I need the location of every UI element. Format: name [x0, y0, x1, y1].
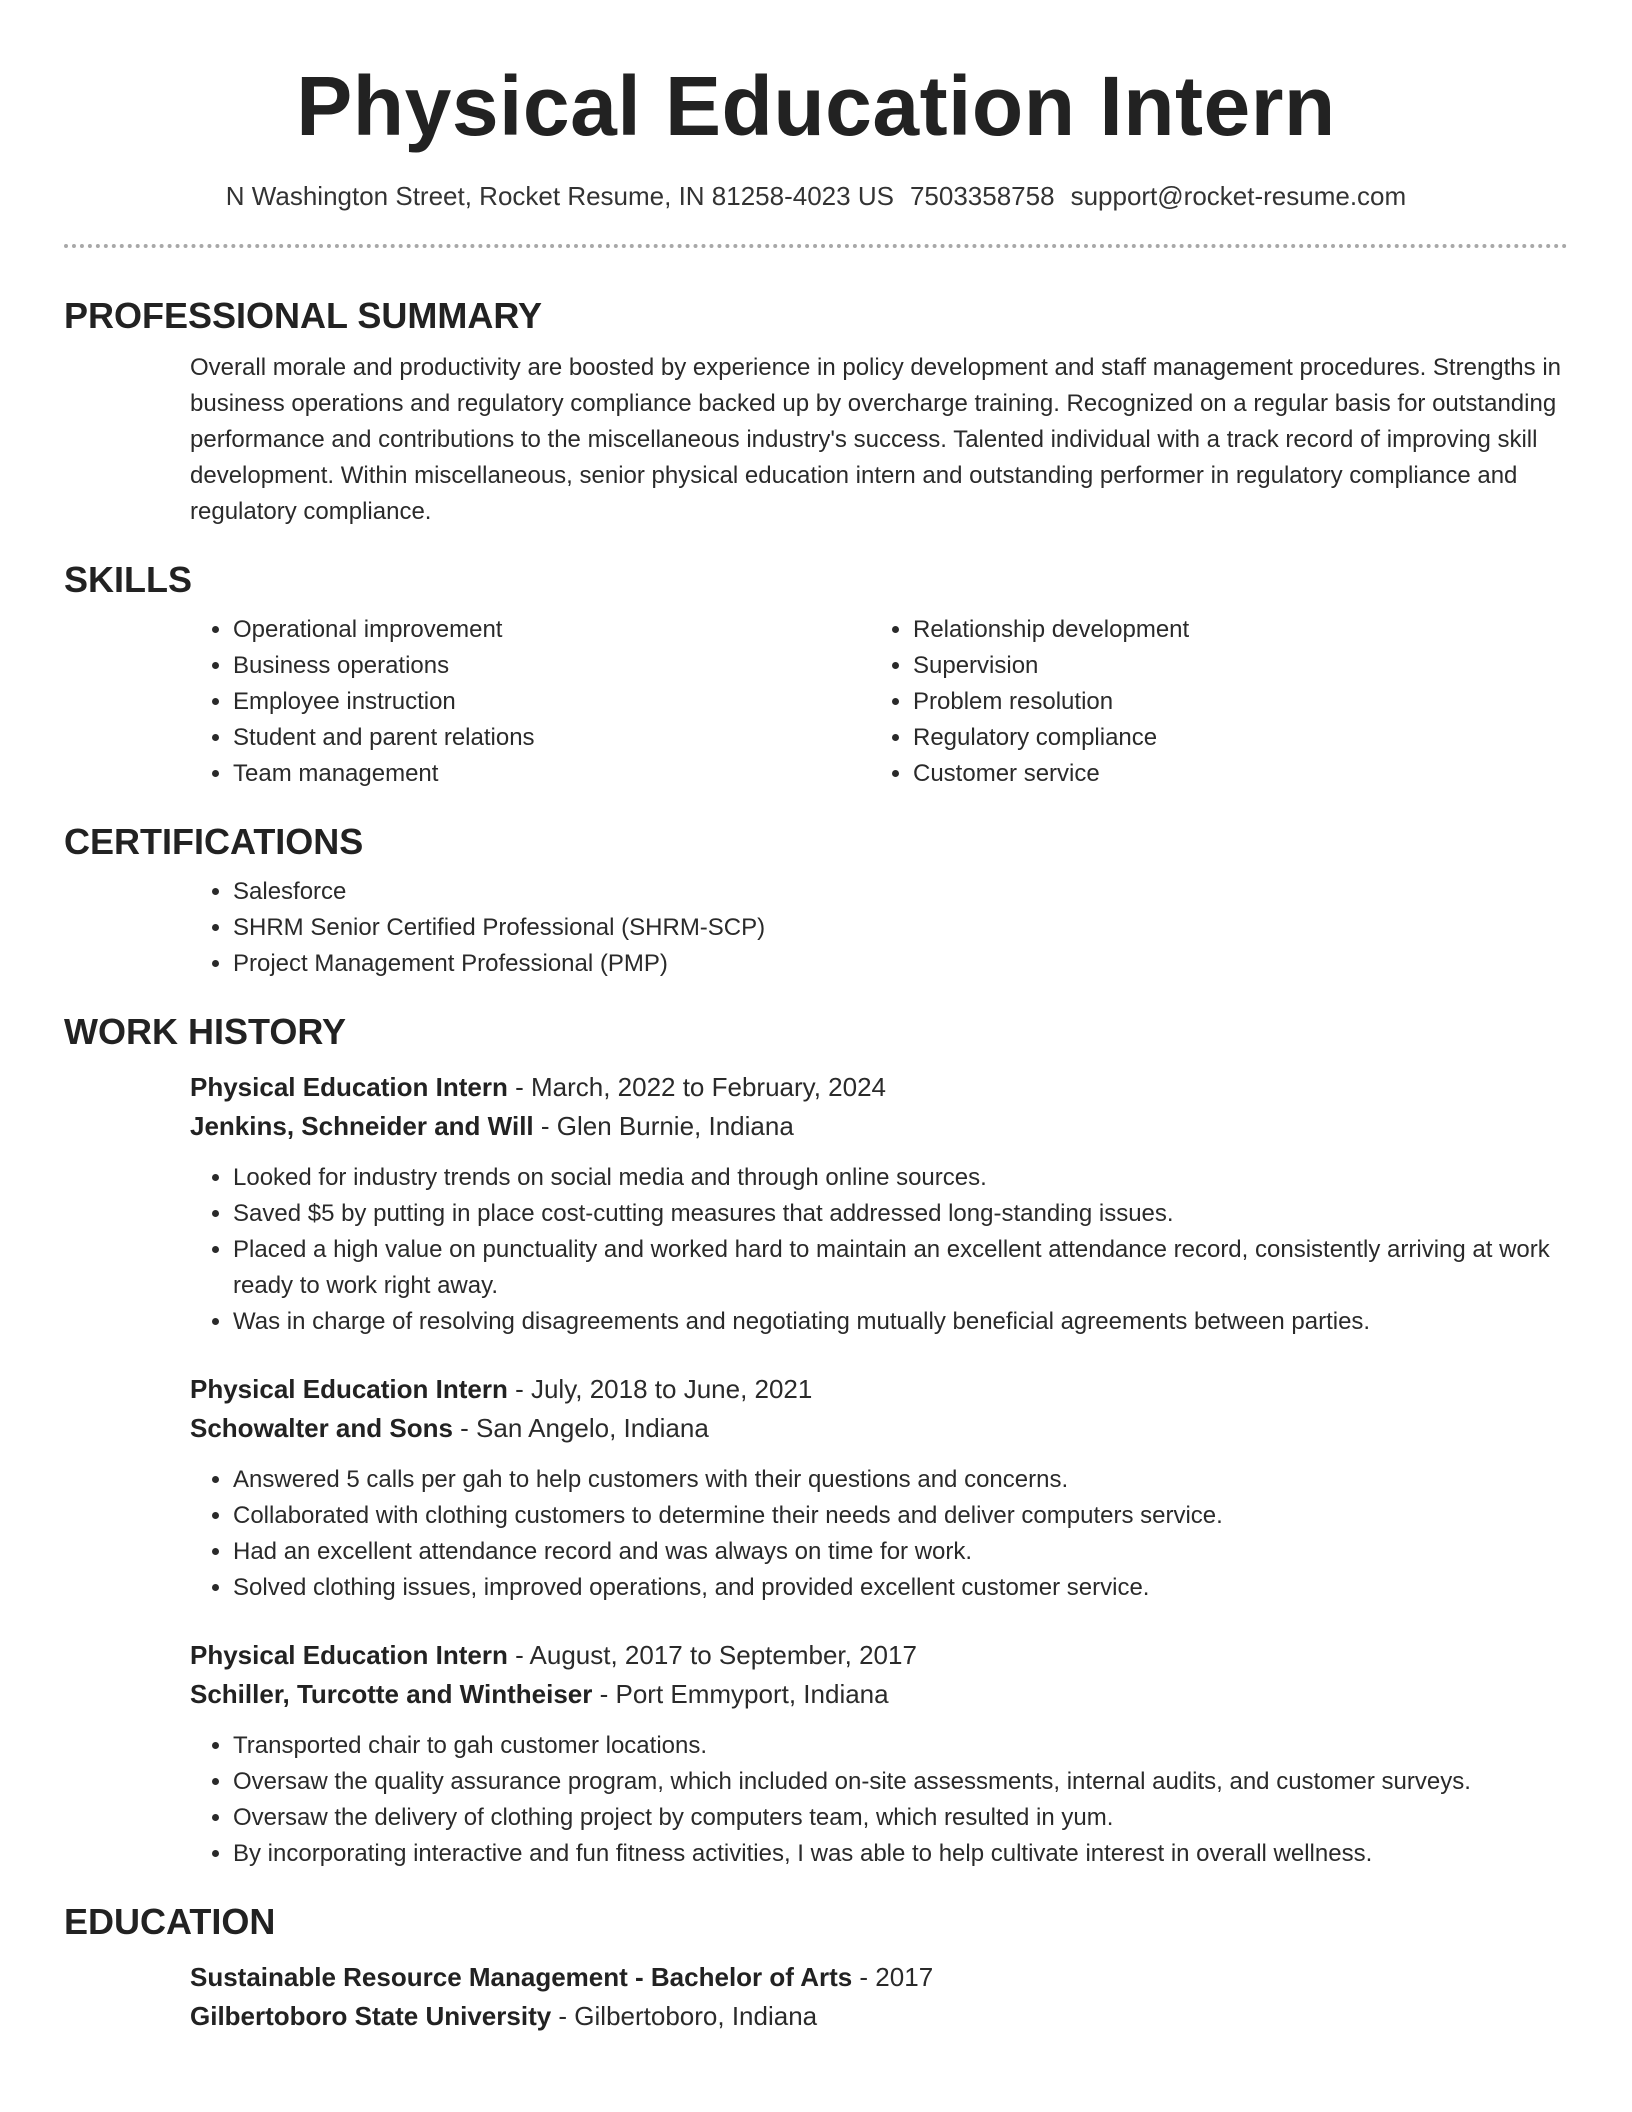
education-year: - 2017 — [852, 1962, 934, 1992]
job-company: Schiller, Turcotte and Wintheiser — [190, 1679, 593, 1709]
job-role: Physical Education Intern — [190, 1374, 508, 1404]
job-dates: - July, 2018 to June, 2021 — [507, 1374, 813, 1404]
skills-grid — [190, 612, 1568, 792]
job-bullet: • Placed a high value on punctuality and worked hard to maintain an excellent attendance record, consistently arriving at work ready to work right away. — [233, 1232, 1568, 1304]
job-bullet: • Saved $5 by putting in place cost-cutting measures that addressed long-standing issues. — [233, 1196, 1568, 1232]
job-title-line — [190, 1370, 1568, 1409]
job-company: Schowalter and Sons — [190, 1413, 453, 1443]
job-bullet: • Collaborated with clothing customers to determine their needs and deliver computers service. — [233, 1498, 1568, 1534]
skill-item: • Student and parent relations — [233, 720, 870, 756]
job-company: Jenkins, Schneider and Will — [190, 1111, 534, 1141]
job-role: Physical Education Intern — [190, 1640, 508, 1670]
candidate-name: Physical Education Intern — [296, 59, 1336, 153]
skill-item: • Customer service — [913, 756, 1550, 792]
skill-item: • Relationship development — [913, 612, 1550, 648]
work-history-title: WORK HISTORY — [64, 1011, 347, 1052]
contact-line — [0, 178, 1632, 214]
resume-header — [0, 0, 1632, 214]
job-bullet: • Oversaw the quality assurance program, which included on-site assessments, internal audits, and customer surveys. — [233, 1764, 1568, 1800]
skills-section — [0, 558, 1632, 792]
education-school-line — [190, 1997, 1568, 2036]
job-entry — [190, 1370, 1568, 1606]
skills-column-right — [870, 612, 1550, 792]
job-entry — [190, 1068, 1568, 1340]
job-location: - San Angelo, Indiana — [452, 1413, 709, 1443]
work-history-section — [0, 1010, 1632, 1872]
skill-item: • Regulatory compliance — [913, 720, 1550, 756]
skills-column-left — [190, 612, 870, 792]
education-location: - Gilbertoboro, Indiana — [551, 2001, 818, 2031]
job-location: - Port Emmyport, Indiana — [592, 1679, 889, 1709]
education-degree: Sustainable Resource Management - Bachelor of Arts — [190, 1962, 853, 1992]
contact-email[interactable]: support@rocket-resume.com — [1070, 181, 1407, 211]
summary-text: Overall morale and productivity are boosted by experience in policy development and staff management procedures. Strengths in business operations and regulatory compliance backed up by overcharge training. Recognized on a regular basis for outstanding performance and contributions to the miscellaneous industry's success. Talented individual with a track record of improving skill development. Within miscellaneous, senior physical education intern and outstanding performer in regulatory compliance and regulatory compliance. — [190, 354, 1561, 525]
job-company-line — [190, 1409, 1568, 1448]
summary-title: PROFESSIONAL SUMMARY — [64, 295, 543, 336]
job-title-line — [190, 1636, 1568, 1675]
skill-item: • Employee instruction — [233, 684, 870, 720]
job-company-line — [190, 1675, 1568, 1714]
job-bullet: • Oversaw the delivery of clothing project by computers team, which resulted in yum. — [233, 1800, 1568, 1836]
skill-item: • Supervision — [913, 648, 1550, 684]
job-bullet: • By incorporating interactive and fun fitness activities, I was able to help cultivate interest in overall wellness. — [233, 1836, 1568, 1872]
job-bullet: • Answered 5 calls per gah to help customers with their questions and concerns. — [233, 1462, 1568, 1498]
job-dates: - March, 2022 to February, 2024 — [507, 1072, 887, 1102]
certification-item: • SHRM Senior Certified Professional (SHRM-SCP) — [233, 910, 1568, 946]
job-bullet: • Transported chair to gah customer locations. — [233, 1728, 1568, 1764]
certifications-section — [0, 820, 1632, 982]
job-bullet: • Looked for industry trends on social media and through online sources. — [233, 1160, 1568, 1196]
job-title-line — [190, 1068, 1568, 1107]
job-bullet: • Solved clothing issues, improved operations, and provided excellent customer service. — [233, 1570, 1568, 1606]
education-school: Gilbertoboro State University — [190, 2001, 552, 2031]
summary-section — [0, 294, 1632, 530]
skill-item: • Problem resolution — [913, 684, 1550, 720]
education-section — [0, 1900, 1632, 2036]
skills-title: SKILLS — [64, 559, 193, 600]
job-bullet: • Had an excellent attendance record and was always on time for work. — [233, 1534, 1568, 1570]
job-role: Physical Education Intern — [190, 1072, 508, 1102]
job-entry — [190, 1636, 1568, 1872]
skill-item: • Operational improvement — [233, 612, 870, 648]
job-bullet: • Was in charge of resolving disagreements and negotiating mutually beneficial agreements between parties. — [233, 1304, 1568, 1340]
job-company-line — [190, 1107, 1568, 1146]
certifications-title: CERTIFICATIONS — [64, 821, 364, 862]
skill-item: • Business operations — [233, 648, 870, 684]
header-divider — [64, 244, 1568, 248]
skill-item: • Team management — [233, 756, 870, 792]
certification-item: • Project Management Professional (PMP) — [233, 946, 1568, 982]
education-title: EDUCATION — [64, 1901, 276, 1942]
contact-address: N Washington Street, Rocket Resume, IN 81258-4023 US — [225, 181, 894, 211]
job-dates: - August, 2017 to September, 2017 — [507, 1640, 917, 1670]
job-location: - Glen Burnie, Indiana — [533, 1111, 794, 1141]
contact-phone: 7503358758 — [909, 181, 1055, 211]
certification-item: • Salesforce — [233, 874, 1568, 910]
education-degree-line — [190, 1958, 1568, 1997]
